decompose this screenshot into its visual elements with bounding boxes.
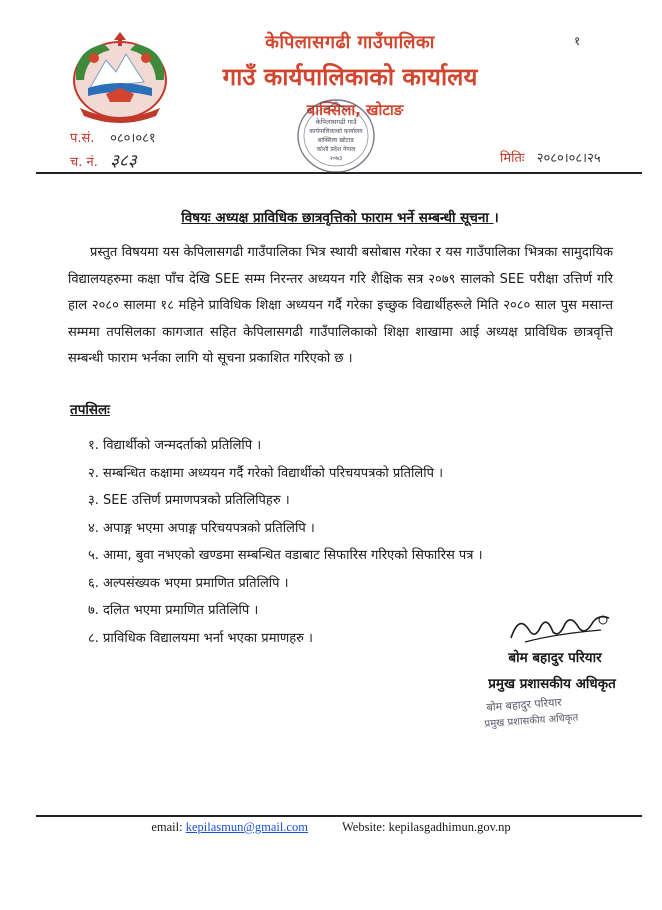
date-value: २०८०।०८।२५ — [536, 151, 601, 166]
ps-value: ०८०।०८१ — [110, 131, 156, 146]
office-address: बाक्सिला, खोटाङ — [306, 101, 404, 119]
seal-line2: कार्यपालिकाको कार्यालय — [309, 128, 363, 135]
name-stamp: बोम बहादुर परियार — [486, 695, 563, 714]
subject-end: । — [493, 210, 499, 226]
seal-line4: कोशी प्रदेश नेपाल — [316, 146, 356, 153]
footer-divider — [36, 815, 642, 817]
footer-contact — [0, 820, 662, 835]
website-label: Website: — [342, 820, 386, 834]
subject-line — [40, 208, 640, 226]
email-link[interactable]: kepilasmun@gmail.com — [185, 820, 308, 834]
official-seal-stamp — [294, 96, 378, 176]
cn-label: च. नं. — [70, 155, 98, 170]
office-name: केपिलासगढी गाउँपालिका — [265, 32, 435, 53]
required-documents-list — [88, 436, 483, 656]
seal-line5: २०७३ — [329, 155, 343, 162]
notice-body: प्रस्तुत विषयमा यस केपिलासगढी गाउँपालिका भित्र स्थायी बसोबास गरेका र यस गाउँपालिका भित्रका सामुदायिक विद्यालयहरुमा कक्षा पाँच देखि SEE सम्म निरन्तर अध्ययन गरि शैक्षिक सत्र २०७९ सालको SEE परीक्षा उत्तिर्ण गरि हाल २०८० सालमा १८ महिने प्राविधिक शिक्षा अध्ययन गर्दै गरेका इच्छुक विद्यार्थीहरूले मिति २०८० साल पुस मसान्त सम्ममा तपसिलका कागजात सहित केपिलासगढी गाउँपालिकाको शिक्षा शाखामा आई अध्यक्ष प्राविधिक छात्रवृत्ति सम्बन्धी फाराम भर्नका लागि यो सूचना प्रकाशित गरिएको छ । — [68, 245, 613, 366]
handwritten-signature — [505, 608, 615, 648]
seal-line3: बाक्सिला खोटाङ — [317, 137, 355, 144]
list-item: २. सम्बन्धित कक्षामा अध्ययन गर्दै गरेको विद्यार्थीको परिचयपत्रको प्रतिलिपि । — [88, 465, 444, 481]
nepal-emblem-icon — [66, 30, 174, 126]
list-item: ५. आमा, बुवा नभएको खण्डमा सम्बन्धित वडाबाट सिफारिस गरिएको सिफारिस पत्र । — [88, 548, 483, 563]
signatory-name: बोम बहादुर परियार — [508, 650, 602, 666]
subject-label: विषयः — [181, 210, 211, 226]
website-link[interactable]: kepilasgadhimun.gov.np — [388, 820, 511, 834]
title-stamp: प्रमुख प्रशासकीय अधिकृत — [484, 712, 579, 730]
corner-mark: १ — [574, 34, 581, 48]
list-item: ३. SEE उत्तिर्ण प्रमाणपत्रको प्रतिलिपिहरु । — [88, 493, 290, 508]
list-item: १. विद्यार्थीको जन्मदर्ताको प्रतिलिपि । — [88, 438, 262, 453]
email-label: email: — [151, 820, 183, 834]
date-label: मितिः — [500, 151, 525, 166]
subject-text: अध्यक्ष प्राविधिक छात्रवृत्तिको फाराम भर्ने सम्बन्धी सूचना — [215, 210, 489, 226]
cn-value: ३८३ — [110, 151, 137, 171]
list-item: ७. दलित भएमा प्रमाणित प्रतिलिपि । — [88, 603, 259, 618]
signatory-title: प्रमुख प्रशासकीय अधिकृत — [488, 676, 616, 692]
office-title: गाउँ कार्यपालिकाको कार्यालय — [222, 63, 478, 91]
list-item: ८. प्राविधिक विद्यालयमा भर्ना भएका प्रमाणहरु । — [88, 630, 313, 646]
dispatch-number — [70, 148, 137, 171]
ps-label: प.सं. — [70, 131, 95, 146]
list-item: ६. अल्पसंख्यक भएमा प्रमाणित प्रतिलिपि । — [88, 575, 289, 591]
letter-reference-number — [70, 128, 156, 146]
details-heading: तपसिलः — [70, 402, 110, 418]
list-item: ४. अपाङ्ग भएमा अपाङ्ग परिचयपत्रको प्रतिलिपि । — [88, 520, 315, 536]
seal-line1: केपिलासगढी गाउँ — [315, 118, 357, 126]
letter-date — [500, 148, 601, 166]
header-divider — [36, 172, 642, 174]
